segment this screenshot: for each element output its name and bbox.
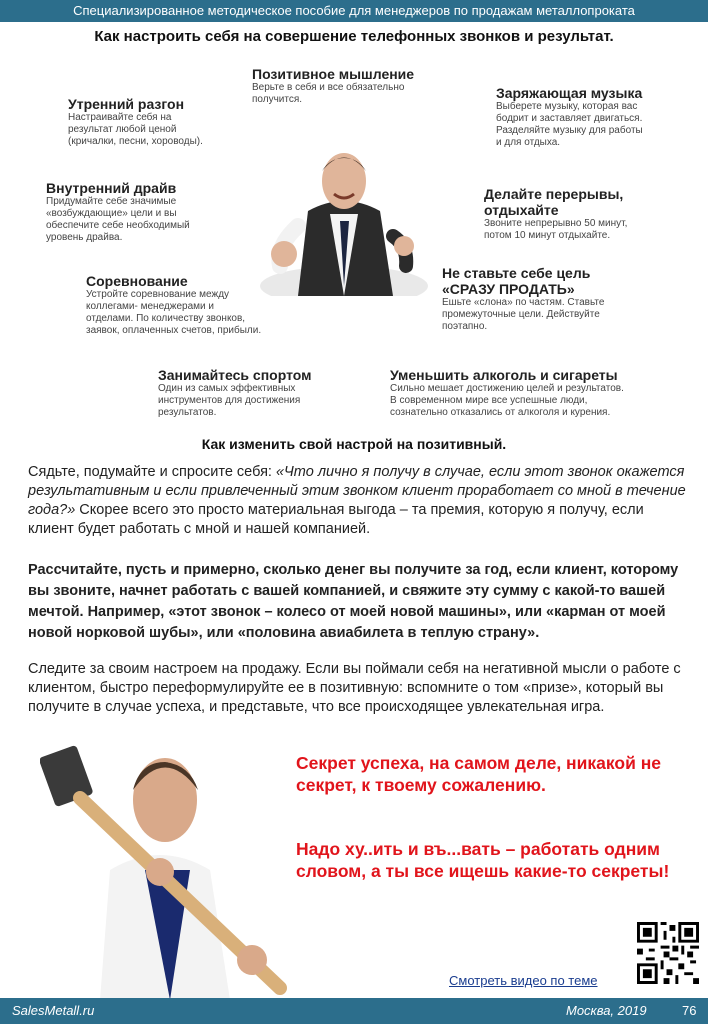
tip-line: Устройте соревнование между xyxy=(86,289,230,300)
header-text: Специализированное методическое пособие для менеджеров по продажам металлопроката xyxy=(73,3,635,18)
paragraph-mood: Следите за своим настроем на продажу. Если вы поймали себя на негативной мысли о работе с клиентом, быстро переформулируйте ее в позитивную: вспомните о том «призе», который вы получите в случае успеха, и представьте, что все происходящее увлекательная игра. xyxy=(28,661,681,715)
tip-title: отдыхайте xyxy=(484,202,559,218)
paragraph-calculate: Рассчитайте, пусть и примерно, сколько денег вы получите за год, если клиент, которому вы звоните, начнет работать с вашей компанией, и свяжите эту сумму с какой-то вашей мечтой. Например, «этот звонок – колесо от моей новой машины», или «карман от моей новой норковой шубы», или «половина авиабилета в теплую страну». xyxy=(28,562,679,641)
tip-line: поэтапно. xyxy=(442,321,488,332)
tip-line: Разделяйте музыку для работы xyxy=(496,125,643,136)
red-quote-work: Надо ху..ить и въ...вать – работать одним словом, а ты все ищешь какие-то секреты! xyxy=(296,839,670,881)
para1-tail: Скорее всего это просто материальная выгода – та премия, которую я получу, если клиент будет работать с мной и нашей компанией. xyxy=(28,502,644,537)
tip-morning xyxy=(68,96,248,148)
tip-sport xyxy=(158,367,358,419)
tip-alcohol xyxy=(390,367,690,419)
section1-title: Как настроить себя на совершение телефонных звонков и результат. xyxy=(94,28,614,45)
red-quote-secret: Секрет успеха, на самом деле, никакой не секрет, к твоему сожалению. xyxy=(296,753,662,795)
tip-line: (кричалки, песни, хороводы). xyxy=(68,136,203,147)
tip-line: потом 10 минут отдыхайте. xyxy=(484,230,611,241)
tip-line: коллегами- менеджерами и xyxy=(86,301,214,312)
tip-line: и для отдыха. xyxy=(496,137,561,148)
tip-line: «возбуждающие» цели и вы xyxy=(46,208,177,219)
tip-line: Выберете музыку, которая вас xyxy=(496,101,638,112)
tip-line: результат любой ценой xyxy=(68,124,177,135)
tip-line: Один из самых эффективных xyxy=(158,383,296,394)
qr-code[interactable] xyxy=(637,922,699,984)
tip-title: «СРАЗУ ПРОДАТЬ» xyxy=(442,281,575,297)
section2-title: Как изменить свой настрой на позитивный. xyxy=(201,436,507,452)
header-bar xyxy=(0,0,708,22)
tip-title: Позитивное мышление xyxy=(252,66,415,82)
tip-line: инструментов для достижения xyxy=(158,395,301,406)
tip-line: Ешьте «слона» по частям. Ставьте xyxy=(442,297,605,308)
tip-title: Не ставьте себе цель xyxy=(442,265,591,281)
tip-line: Настраивайте себя на xyxy=(68,112,172,123)
tip-positive xyxy=(252,66,452,106)
paragraph-ask-yourself xyxy=(28,463,688,539)
footer-city: Москва, 2019 xyxy=(566,1003,647,1018)
tip-line: Сильно мешает достижению целей и результатов. xyxy=(390,383,624,394)
tip-line: отделами. По количеству звонков, xyxy=(86,313,246,324)
para1-lead: Сядьте, подумайте и спросите себя: xyxy=(28,464,276,480)
tip-line: Придумайте себе значимые xyxy=(46,196,177,207)
tip-line: обеспечите себе необходимый xyxy=(46,220,190,231)
tip-drive xyxy=(46,180,246,244)
tip-line: промежуточные цели. Действуйте xyxy=(442,309,600,320)
tip-line: уровень драйва. xyxy=(46,232,123,243)
tip-line: заявок, оплаченных счетов, прибыли. xyxy=(86,325,262,336)
tip-line: получится. xyxy=(252,94,303,105)
angry-man-illustration xyxy=(258,136,430,296)
video-link[interactable]: Смотреть видео по теме xyxy=(449,973,598,988)
tip-title: Соревнование xyxy=(86,273,188,289)
tip-goal xyxy=(442,265,652,333)
tip-breaks xyxy=(484,186,684,242)
tip-title: Делайте перерывы, xyxy=(484,186,624,202)
tip-title: Утренний разгон xyxy=(68,96,185,112)
tip-line: сознательно отказались от алкоголя и курения. xyxy=(390,407,611,418)
tip-title: Внутренний драйв xyxy=(46,180,177,196)
tip-music xyxy=(496,85,696,149)
tip-line: Звоните непрерывно 50 минут, xyxy=(484,218,628,229)
para1-quote: «Что лично я получу в случае, если этот звонок окажется результативным и если привлеченный этим звонком клиент проработает со мной в течение года?» xyxy=(28,464,686,518)
tip-line: бодрит и заставляет двигаться. xyxy=(496,113,643,124)
footer-bar xyxy=(0,998,708,1024)
tip-line: В современном мире все успешные люди, xyxy=(390,395,588,406)
tip-title: Заряжающая музыка xyxy=(496,85,643,101)
tip-line: Верьте в себя и все обязательно xyxy=(252,82,405,93)
tip-title: Уменьшить алкоголь и сигареты xyxy=(390,367,618,383)
tip-line: результатов. xyxy=(158,407,217,418)
tip-title: Занимайтесь спортом xyxy=(158,367,312,383)
man-with-sledgehammer-illustration xyxy=(40,740,290,1000)
footer-site[interactable]: SalesMetall.ru xyxy=(12,1003,95,1018)
page-number: 76 xyxy=(682,1003,697,1018)
